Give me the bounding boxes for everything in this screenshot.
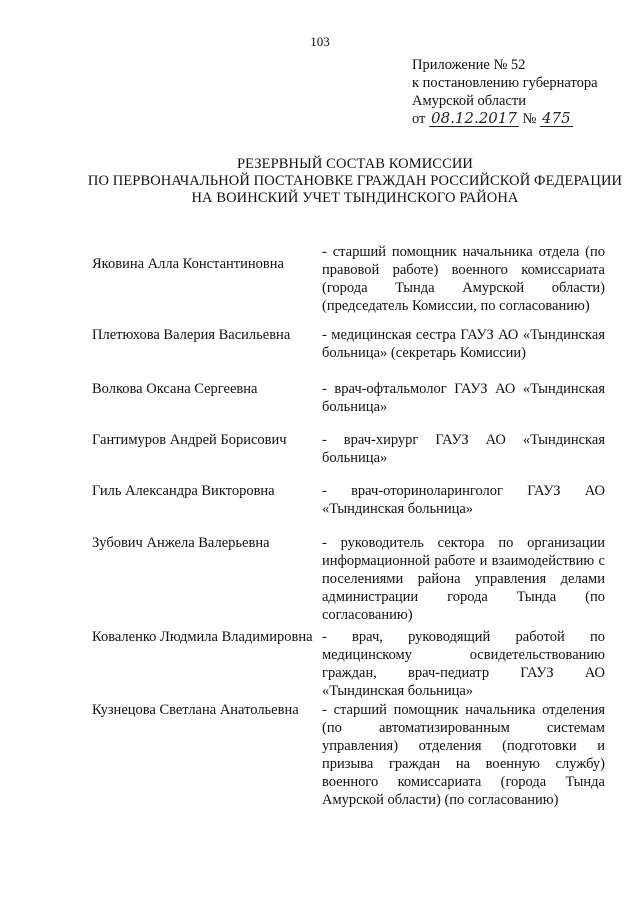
appendix-line-2: к постановлению губернатора xyxy=(412,75,598,91)
member-role: - руководитель сектора по организации информационной работе и взаимодействию с поселениями района управления делами администрации города Тында (по согласованию) xyxy=(322,535,605,623)
member-name: Гантимуров Андрей Борисович xyxy=(92,432,287,448)
member-name: Гиль Александра Викторовна xyxy=(92,483,275,499)
member-role: - старший помощник начальника отдела (по правовой работе) военного комиссариата (города Тында Амурской области) (председатель Комиссии, по согласованию) xyxy=(322,244,605,314)
appendix-line-3: Амурской области xyxy=(412,93,526,109)
document-title xyxy=(60,156,640,207)
member-role: - медицинская сестра ГАУЗ АО «Тындинская больница» (секретарь Комиссии) xyxy=(322,327,605,361)
member-role: - врач, руководящий работой по медицинскому освидетельствованию граждан, врач-педиатр ГАУЗ АО «Тындинская больница» xyxy=(322,629,605,699)
member-name: Зубович Анжела Валерьевна xyxy=(92,535,270,551)
appendix-header xyxy=(412,56,622,128)
member-name: Плетюхова Валерия Васильевна xyxy=(92,327,291,343)
member-role: - врач-хирург ГАУЗ АО «Тындинская больница» xyxy=(322,432,605,466)
member-role: - врач-офтальмолог ГАУЗ АО «Тындинская больница» xyxy=(322,381,605,415)
appendix-line-1: Приложение № 52 xyxy=(412,57,526,73)
title-line-3: НА ВОИНСКИЙ УЧЕТ ТЫНДИНСКОГО РАЙОНА xyxy=(191,190,519,206)
handwritten-date: 08.12.2017 xyxy=(431,109,517,127)
appendix-date-line xyxy=(412,110,622,128)
title-line-2: ПО ПЕРВОНАЧАЛЬНОЙ ПОСТАНОВКЕ ГРАЖДАН РОССИЙСКОЙ ФЕДЕРАЦИИ xyxy=(87,173,623,189)
member-name: Яковина Алла Константиновна xyxy=(92,256,284,272)
member-name: Коваленко Людмила Владимировна xyxy=(92,629,313,645)
member-role: - старший помощник начальника отделения (по автоматизированным системам управления) отделения (подготовки и призыва граждан на военную службу) военного комиссариата (города Тында Амурской области) (по согласованию) xyxy=(322,702,605,808)
page-number: 103 xyxy=(310,34,330,49)
member-role: - врач-оториноларинголог ГАУЗ АО «Тындинская больница» xyxy=(322,483,605,517)
title-line-1: РЕЗЕРВНЫЙ СОСТАВ КОМИССИИ xyxy=(237,156,473,172)
number-prefix: № xyxy=(522,111,537,127)
date-prefix: от xyxy=(412,111,426,127)
member-name: Волкова Оксана Сергеевна xyxy=(92,381,258,397)
member-name: Кузнецова Светлана Анатольевна xyxy=(92,702,299,718)
handwritten-number: 475 xyxy=(542,109,571,127)
